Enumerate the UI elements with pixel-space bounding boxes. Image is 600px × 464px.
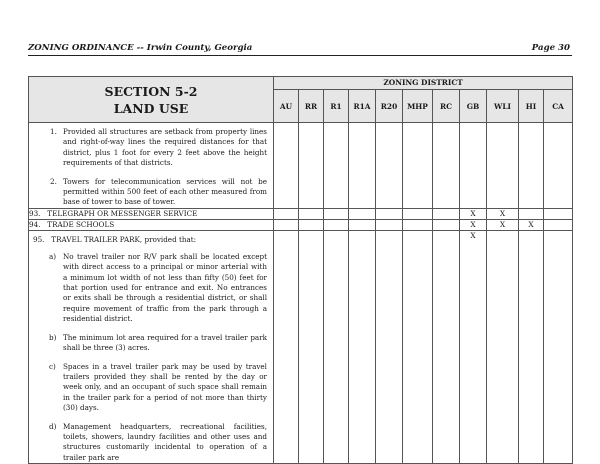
list-item: [49, 252, 267, 325]
mark-cell: [274, 208, 299, 219]
mark-cell: [349, 123, 376, 209]
column-header-ca: CA: [544, 90, 573, 123]
land-use-table: [28, 76, 573, 464]
use-title: 95. TRAVEL TRAILER PARK, provided that:: [33, 234, 197, 244]
mark-cell: [433, 230, 460, 463]
mark-cell: [433, 219, 460, 230]
section-title: SECTION 5-2: [104, 83, 198, 99]
mark-cell: [433, 123, 460, 209]
table-row: [29, 123, 573, 209]
item-number: 1.: [50, 127, 57, 136]
list-item: [49, 333, 267, 354]
table-row: [29, 219, 573, 230]
item-letter: d): [49, 421, 57, 431]
mark-cell: [403, 230, 433, 463]
mark-cell: [299, 230, 324, 463]
mark-cell: [349, 230, 376, 463]
mark-cell: [544, 208, 573, 219]
mark-cell: X: [487, 219, 519, 230]
mark-cell: [324, 123, 349, 209]
mark-cell: X: [460, 219, 487, 230]
mark-cell: [376, 208, 403, 219]
item-letter: b): [49, 332, 57, 342]
mark-cell: [324, 208, 349, 219]
column-header-gb: GB: [460, 90, 487, 123]
mark-cell: [544, 123, 573, 209]
item-text: Spaces in a travel trailer park may be used by travel trailers provided they shall be rented by the day or week only, and an occupant of such space shall remain in the trailer park for a period of not more than thirty (30) days.: [63, 361, 267, 413]
mark-cell: [324, 219, 349, 230]
item-letter: a): [49, 251, 57, 261]
item-text: No travel trailer nor R/V park shall be located except with direct access to a principal or minor arterial with a minimum lot width of not less than fifty (50) feet for that portion used for entrance and exit. No entrances or exits shall be through a residential district, or shall require movement of traffic from the park through a residential district.: [63, 251, 267, 324]
section-title-cell: [29, 77, 274, 123]
mark-cell: [274, 219, 299, 230]
column-header-r1: R1: [324, 90, 349, 123]
mark-cell: [544, 230, 573, 463]
mark-cell: [299, 123, 324, 209]
use-cell: [29, 230, 274, 463]
item-text: Provided all structures are setback from property lines and right-of-way lines the required distances for that district, plus 1 foot for every 2 feet above the height requirements of that districts.: [63, 127, 267, 168]
mark-cell: [544, 219, 573, 230]
column-header-au: AU: [274, 90, 299, 123]
mark-cell: X: [460, 208, 487, 219]
mark-cell: [349, 219, 376, 230]
mark-cell: X: [460, 230, 487, 463]
section-subtitle: LAND USE: [113, 100, 189, 116]
mark-cell: [324, 230, 349, 463]
mark-cell: [299, 219, 324, 230]
mark-cell: X: [519, 219, 544, 230]
item-text: Towers for telecommunication services will not be permitted within 500 feet of each other measured from base of tower to base of tower.: [63, 176, 267, 207]
mark-cell: [349, 208, 376, 219]
header-rule: [28, 55, 572, 56]
mark-cell: [460, 123, 487, 209]
page-number: Page 30: [531, 43, 570, 53]
mark-cell: [274, 230, 299, 463]
mark-cell: [403, 208, 433, 219]
zoning-district-header: ZONING DISTRICT: [274, 77, 573, 90]
mark-cell: [299, 208, 324, 219]
column-header-rr: RR: [299, 90, 324, 123]
column-header-rc: RC: [433, 90, 460, 123]
column-header-mhp: MHP: [403, 90, 433, 123]
item-letter: c): [49, 361, 56, 371]
mark-cell: [376, 219, 403, 230]
column-header-r1a: R1A: [349, 90, 376, 123]
running-header: [28, 40, 572, 54]
table-row: [29, 230, 573, 463]
mark-cell: [274, 123, 299, 209]
mark-cell: X: [487, 208, 519, 219]
mark-cell: [519, 123, 544, 209]
list-item: [49, 362, 267, 414]
mark-cell: [519, 208, 544, 219]
mark-cell: [403, 219, 433, 230]
item-text: Management headquarters, recreational facilities, toilets, showers, laundry facilities and other uses and structures customarily incidental to operation of a trailer park are: [63, 421, 267, 462]
mark-cell: [376, 123, 403, 209]
use-title: 93. TELEGRAPH OR MESSENGER SERVICE: [29, 208, 274, 219]
column-header-hi: HI: [519, 90, 544, 123]
list-item: [51, 127, 267, 169]
table-row: [29, 208, 573, 219]
mark-cell: [403, 123, 433, 209]
column-header-wli: WLI: [487, 90, 519, 123]
mark-cell: [433, 208, 460, 219]
item-number: 2.: [50, 176, 57, 186]
item-text: The minimum lot area required for a travel trailer park shall be three (3) acres.: [63, 332, 267, 353]
list-item: [51, 177, 267, 208]
mark-cell: [487, 123, 519, 209]
use-title: 94. TRADE SCHOOLS: [29, 219, 274, 230]
mark-cell: [487, 230, 519, 463]
mark-cell: [376, 230, 403, 463]
column-header-r20: R20: [376, 90, 403, 123]
use-cell: [29, 123, 274, 209]
mark-cell: [519, 230, 544, 463]
list-item: [49, 422, 267, 464]
header-title: ZONING ORDINANCE -- Irwin County, Georgia: [28, 43, 253, 53]
